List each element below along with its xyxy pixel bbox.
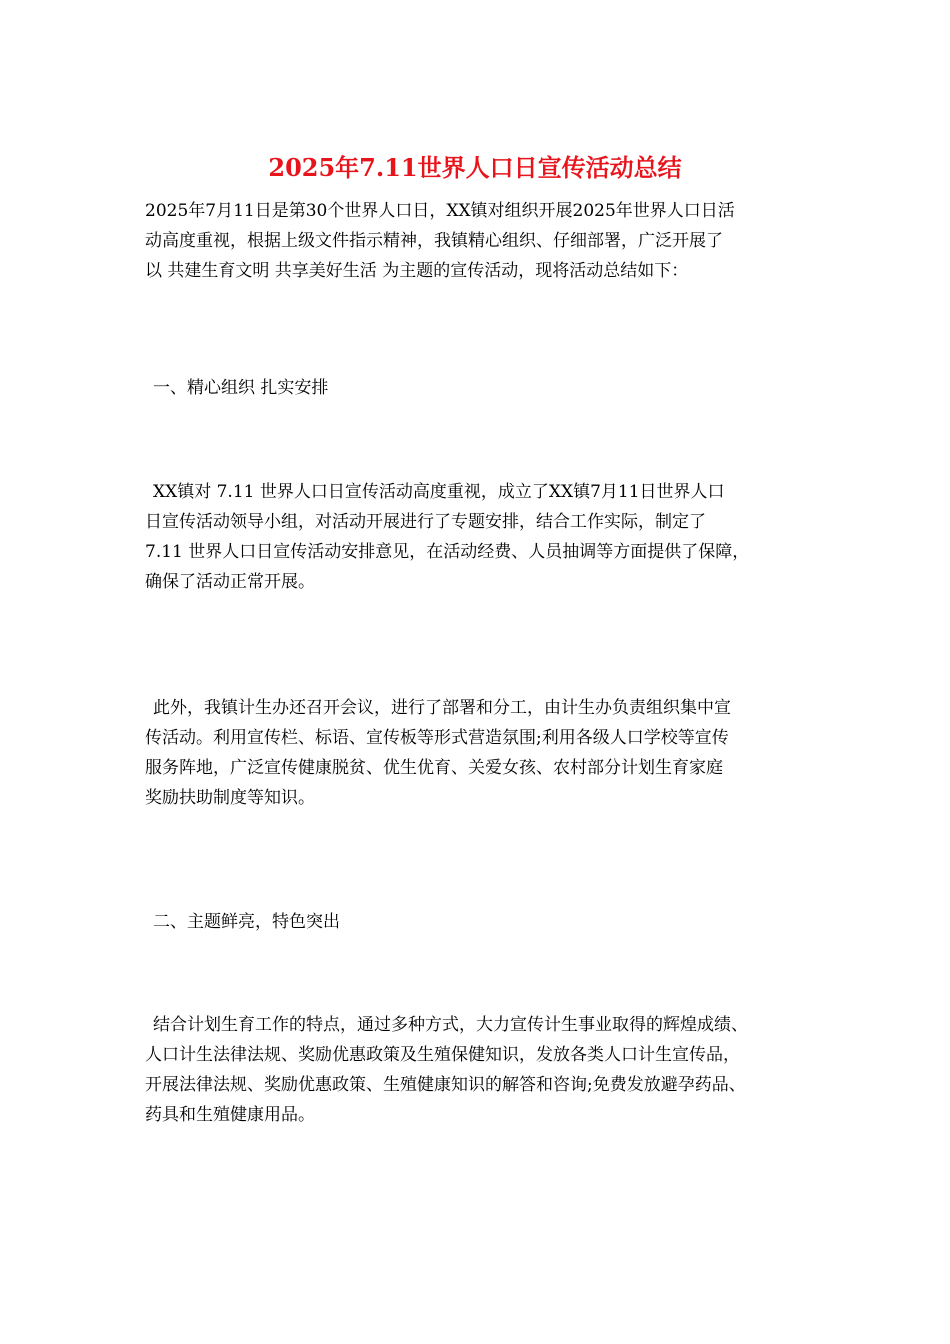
- section1-paragraph-2: [145, 693, 825, 813]
- paragraph-line: 传活动。利用宣传栏、标语、宣传板等形式营造氛围;利用各级人口学校等宣传: [145, 728, 729, 748]
- paragraph-line: 药具和生殖健康用品。: [145, 1105, 315, 1125]
- paragraph-line: 此外，我镇计生办还召开会议，进行了部署和分工，由计生办负责组织集中宣: [153, 698, 731, 718]
- paragraph-line: 确保了活动正常开展。: [145, 572, 315, 592]
- section2-paragraph-1: [145, 1010, 825, 1130]
- intro-line: 以 共建生育文明 共享美好生活 为主题的宣传活动，现将活动总结如下：: [145, 261, 689, 281]
- section1-paragraph-1: [145, 477, 825, 597]
- paragraph-line: 7.11 世界人口日宣传活动安排意见，在活动经费、人员抽调等方面提供了保障，: [145, 542, 750, 562]
- paragraph-line: 服务阵地，广泛宣传健康脱贫、优生优育、关爱女孩、农村部分计划生育家庭: [145, 758, 723, 778]
- section-heading-text: 一、精心组织 扎实安排: [153, 378, 329, 398]
- intro-line: 动高度重视，根据上级文件指示精神，我镇精心组织、仔细部署，广泛开展了: [145, 231, 723, 251]
- paragraph-line: 日宣传活动领导小组，对活动开展进行了专题安排，结合工作实际，制定了: [145, 512, 706, 532]
- paragraph-line: XX镇对 7.11 世界人口日宣传活动高度重视，成立了XX镇7月11日世界人口: [153, 482, 725, 502]
- section-heading-1: [145, 373, 825, 403]
- paragraph-line: 开展法律法规、奖励优惠政策、生殖健康知识的解答和咨询;免费发放避孕药品、: [145, 1075, 746, 1095]
- document-title: 2025年7.11世界人口日宣传活动总结: [268, 153, 682, 182]
- paragraph-line: 人口计生法律法规、奖励优惠政策及生殖保健知识，发放各类人口计生宣传品，: [145, 1045, 740, 1065]
- intro-paragraph: [145, 196, 825, 286]
- section-heading-2: [145, 907, 825, 937]
- intro-line: 2025年7月11日是第30个世界人口日，XX镇对组织开展2025年世界人口日活: [145, 201, 735, 221]
- section-heading-text: 二、主题鲜亮，特色突出: [153, 912, 340, 932]
- paragraph-line: 结合计划生育工作的特点，通过多种方式，大力宣传计生事业取得的辉煌成绩、: [153, 1015, 748, 1035]
- paragraph-line: 奖励扶助制度等知识。: [145, 788, 315, 808]
